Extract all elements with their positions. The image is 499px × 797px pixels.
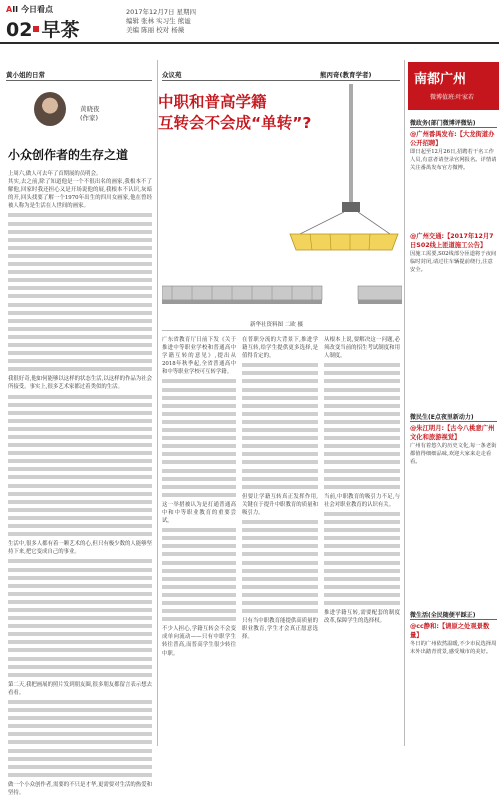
- square-mark-icon: [33, 26, 39, 32]
- column-paragraph: 其实,去之前,除了知道他是一个不很出名的画家,我根本不了解他,回家时我还担心又是开场说他的展,我根本不认识,灰暗的开,回头找要了解一个1970年出生的四川女画家,他在曾经被人称为是生活在人世间的画家。: [8, 179, 152, 210]
- text-lines: [242, 520, 318, 613]
- text-lines: [162, 528, 236, 621]
- author-name: 黄晓夜 (作家): [80, 105, 100, 122]
- author-avatar: [34, 92, 66, 126]
- text-lines: [8, 559, 152, 676]
- weibo-item-title: @广州番禺发布:【大龙街道办公开招聘】: [410, 131, 495, 147]
- column-paragraph: 上周六,做人可去年了首期展的员明会。: [8, 171, 102, 177]
- photo-caption: 新华社资料图 二欧 摄: [250, 322, 303, 328]
- section-rule: [410, 619, 497, 620]
- article-col-1: [162, 336, 236, 658]
- section-rule: [410, 127, 497, 128]
- weibo-item: [410, 232, 497, 274]
- weibo-banner: [408, 62, 499, 110]
- issue-meta: [126, 8, 196, 35]
- article-paragraph: 广东省教育厅日前下发《关于推进中等职业学校和普通高中学籍互转的意见》,提出从2018年秋季起,全省普通高中和中等职业学校可互转学籍。: [162, 337, 236, 376]
- weibo-item-text: 即日起至12月26日,招聘若干名工作人员,有意者请登录官网报名。详情请关注番禺发布官方微博。: [410, 149, 497, 171]
- article-paragraph: 只有当中职教育能提供高质量的职业教育,学生才会真正愿意选择。: [242, 618, 318, 641]
- text-lines: [8, 213, 152, 371]
- weibo-item: [410, 130, 497, 172]
- photo-rule: [162, 330, 400, 331]
- banner-sub: 微博值班:叶家若: [430, 94, 475, 101]
- opinion-rule: [162, 80, 400, 81]
- banner-title: 南都广州: [414, 72, 467, 87]
- article-paragraph: 当前,中职教育的吸引力不足,与社会对职业教育的认识有关。: [324, 493, 400, 508]
- opinion-kicker: 众议苑: [162, 71, 182, 79]
- column-paragraph: 做一个小众创作者,需要的不只是才华,更需要对生活的热爱和坚持。: [8, 781, 152, 797]
- column-title: 小众创作者的生存之道: [8, 148, 129, 162]
- article-col-2: [242, 336, 318, 641]
- column-paragraph: 第二天,我把画展的照片发到朋友圈,很多朋友都留言表示想去看看。: [8, 681, 152, 696]
- article-paragraph: 不少人担心,学籍互转会不会变成单向流动——只有中职学生转往普高,而普高学生很少转往中职。: [162, 626, 236, 657]
- column-body: [8, 170, 152, 797]
- weibo-item-text: 冬日的广州依然温暖,不少市民选择周末外出踏青赏景,感受城市的美好。: [410, 641, 497, 655]
- divider: [157, 60, 158, 746]
- weibo-section-label: 微生活(全民随便平踩正): [410, 612, 476, 619]
- weibo-item-title: @广州交通:【2017年12月7日S02线上匝道施工公告】: [410, 233, 494, 249]
- section-rule: [410, 421, 497, 422]
- column-paragraph: 我很好奇,他如何能够以这样的状态生活,以这样的作品为社会所接受。事实上,很多艺术家都过着类似的生活。: [8, 376, 152, 391]
- masthead-logo: AII 今日看点: [6, 5, 53, 14]
- article-paragraph: 但要让学籍互转真正发挥作用,关键在于提升中职教育的质量和吸引力。: [242, 493, 318, 516]
- article-paragraph: 推进学籍互转,需要配套的制度改革,保障学生的选择权。: [324, 610, 400, 625]
- text-lines: [162, 379, 236, 496]
- text-lines: [324, 363, 400, 488]
- weibo-section-label: 微民生(E点夜里新动力): [410, 414, 474, 421]
- column-paragraph: 生活中,很多人都有着一颗艺术的心,但只有极少数的人能够坚持下来,把它变成自己的事业。: [8, 541, 152, 556]
- weibo-item-text: 因施工需要,S02线部分匝道将于夜间临时封闭,请过往车辆提前绕行,注意安全。: [410, 251, 497, 273]
- weibo-section-label: 微政务(部门微博评微钻): [410, 120, 476, 127]
- column-label: 黄小姐的日常: [6, 71, 45, 79]
- article-col-3: [324, 336, 400, 625]
- weibo-item: [410, 622, 497, 656]
- divider: [404, 60, 405, 746]
- text-lines: [242, 363, 318, 488]
- issue-date: 2017年12月7日 星期四: [126, 8, 197, 16]
- weibo-item-title: @cc静和:【请原之处观景数量】: [410, 623, 490, 639]
- issue-design: 美编 陈丽 校对 杨薇: [126, 26, 185, 34]
- page-number: 02 早茶: [6, 19, 80, 41]
- text-lines: [8, 700, 152, 777]
- issue-editor: 编辑 张林 实习生 熊谧: [126, 17, 191, 25]
- article-paragraph: 在普职分流的大背景下,推进学籍互转,给学生提供更多选择,是值得肯定的。: [242, 337, 318, 360]
- bridge-illustration: [162, 258, 402, 318]
- column-rule: [6, 80, 152, 81]
- weibo-item-title: @朱江明月:【古今八桃意广州文化和旅游视觉】: [410, 425, 495, 441]
- headline: 中职和普高学籍 互转会不会成“单转”?: [158, 93, 312, 132]
- weibo-item: [410, 424, 497, 466]
- article-paragraph: 从根本上说,要解决这一问题,必须改变当前的招生考试制度和用人制度。: [324, 337, 400, 360]
- text-lines: [324, 512, 400, 605]
- opinion-byline: 熊丙奇(教育学者): [320, 71, 372, 79]
- article-paragraph: 这一举措被认为是打通普通高中和中等职业教育的重要尝试。: [162, 501, 236, 525]
- header-rule: [0, 42, 499, 44]
- text-lines: [8, 395, 152, 537]
- weibo-item-text: 广州有着悠久的历史文化,每一条老街都值得细细品味,欢迎大家来走走看看。: [410, 443, 497, 465]
